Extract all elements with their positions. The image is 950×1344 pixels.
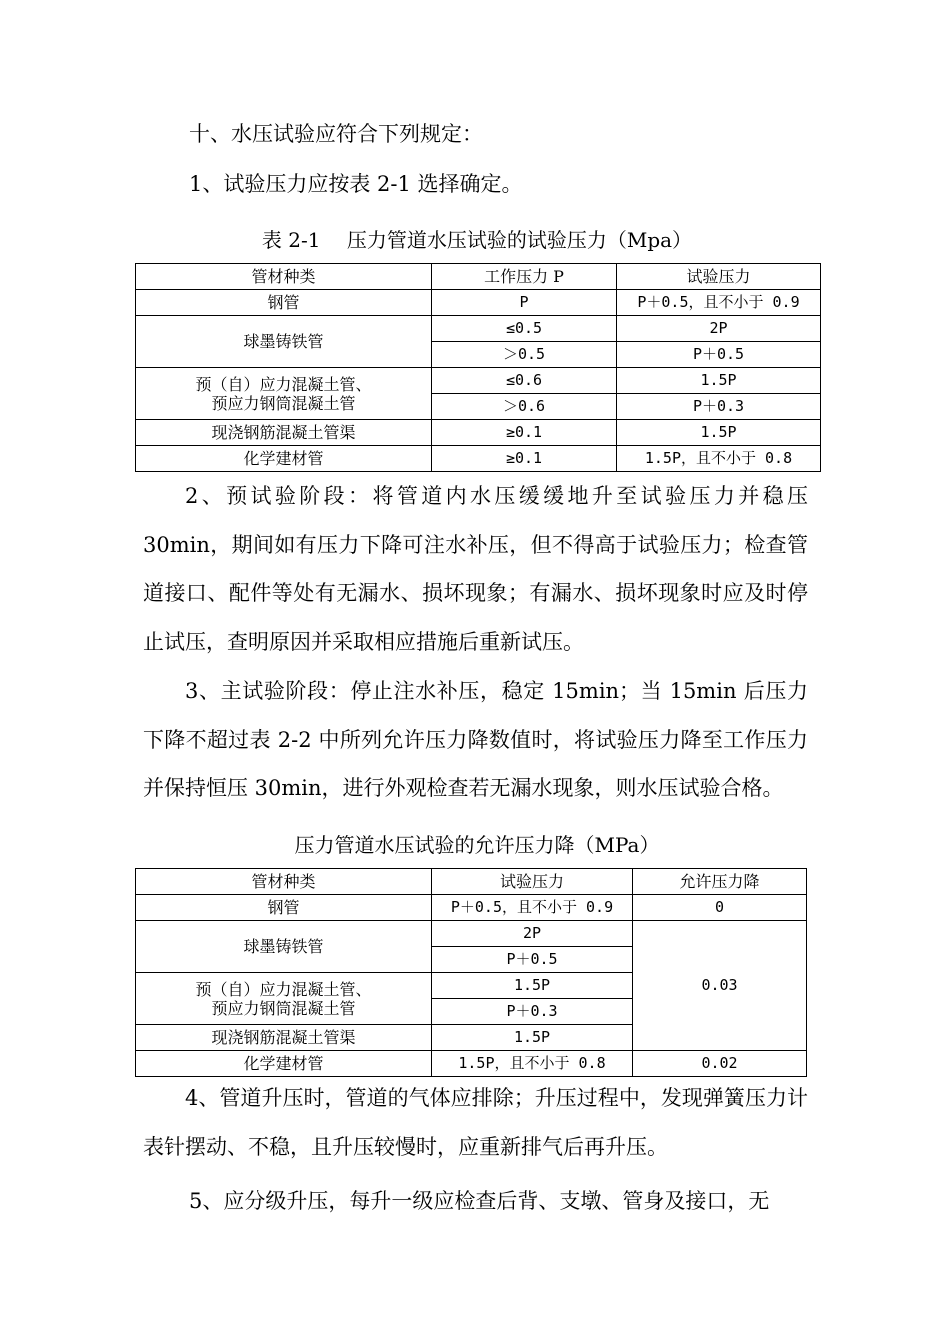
- table-row: [136, 446, 821, 472]
- material-cell: 现浇钢筋混凝土管渠: [136, 1025, 432, 1051]
- test-pressure-cell: P＋0.3: [617, 394, 821, 420]
- test-pressure-cell: 2P: [617, 316, 821, 342]
- material-cell: 现浇钢筋混凝土管渠: [136, 420, 432, 446]
- item-5: 5、应分级升压，每升一级应检查后背、支墩、管身及接口，无: [189, 1189, 770, 1213]
- header-cell: 试验压力: [432, 869, 633, 895]
- material-line: 预（自）应力混凝土管、: [195, 374, 372, 394]
- material-cell: 球墨铸铁管: [136, 921, 432, 973]
- test-pressure-cell: P＋0.5: [617, 342, 821, 368]
- material-cell: 化学建材管: [136, 1051, 432, 1077]
- test-pressure-cell: 1.5P: [617, 420, 821, 446]
- table-row: [136, 316, 821, 342]
- test-pressure-cell: 1.5P: [432, 1025, 633, 1051]
- item-3: 3、主试验阶段：停止注水补压，稳定 15min；当 15min 后压力下降不超过表 2-2 中所列允许压力降数值时，将试验压力降至工作压力并保持恒压 30min，进行外观检查若无漏水现象，则水压试验合格。: [143, 679, 808, 800]
- material-line: 预应力钢筒混凝土管: [211, 998, 356, 1018]
- material-cell: 球墨铸铁管: [136, 316, 432, 368]
- header-cell: 管材种类: [136, 264, 432, 290]
- test-pressure-cell: 2P: [432, 921, 633, 947]
- work-pressure-cell: ＞0.5: [432, 342, 617, 368]
- item-2: 2、预试验阶段：将管道内水压缓缓地升至试验压力并稳压30min，期间如有压力下降可注水补压，但不得高于试验压力；检查管道接口、配件等处有无漏水、损坏现象；有漏水、损坏现象时应及时停止试压，查明原因并采取相应措施后重新试压。: [143, 484, 808, 654]
- work-pressure-cell: ≤0.5: [432, 316, 617, 342]
- material-cell: [136, 368, 432, 420]
- allowable-drop-cell: 0.02: [633, 1051, 807, 1077]
- material-cell: 钢管: [136, 290, 432, 316]
- table-row: [136, 420, 821, 446]
- work-pressure-cell: ＞0.6: [432, 394, 617, 420]
- table-header-row: [136, 264, 821, 290]
- material-cell: 钢管: [136, 895, 432, 921]
- table-row: [136, 1051, 807, 1077]
- work-pressure-cell: ≥0.1: [432, 420, 617, 446]
- test-pressure-table: [135, 263, 821, 472]
- test-pressure-cell: P＋0.3: [432, 999, 633, 1025]
- test-pressure-cell: P＋0.5: [432, 947, 633, 973]
- work-pressure-cell: P: [432, 290, 617, 316]
- table-row: [136, 368, 821, 394]
- material-line: 预（自）应力混凝土管、: [195, 979, 372, 999]
- table-row: [136, 895, 807, 921]
- material-cell: [136, 973, 432, 1025]
- test-pressure-cell: P＋0.5，且不小于 0.9: [432, 895, 633, 921]
- work-pressure-cell: ≤0.6: [432, 368, 617, 394]
- section-heading: 十、水压试验应符合下列规定：: [189, 122, 483, 146]
- header-cell: 工作压力 P: [432, 264, 617, 290]
- table-row: [136, 290, 821, 316]
- test-pressure-cell: 1.5P，且不小于 0.8: [432, 1051, 633, 1077]
- table-header-row: [136, 869, 807, 895]
- material-line: 预应力钢筒混凝土管: [211, 393, 356, 413]
- material-cell: 化学建材管: [136, 446, 432, 472]
- test-pressure-cell: 1.5P，且不小于 0.8: [617, 446, 821, 472]
- test-pressure-cell: P＋0.5，且不小于 0.9: [617, 290, 821, 316]
- test-pressure-cell: 1.5P: [432, 973, 633, 999]
- header-cell: 允许压力降: [633, 869, 807, 895]
- allowable-drop-cell: 0: [633, 895, 807, 921]
- item-1: 1、试验压力应按表 2-1 选择确定。: [189, 172, 523, 196]
- header-cell: 试验压力: [617, 264, 821, 290]
- table-row: [136, 921, 807, 947]
- allowable-drop-cell: 0.03: [633, 921, 807, 1051]
- test-pressure-cell: 1.5P: [617, 368, 821, 394]
- allowable-drop-table: [135, 868, 807, 1077]
- header-cell: 管材种类: [136, 869, 432, 895]
- table1-caption: 表 2-1 压力管道水压试验的试验压力（Mpa）: [261, 228, 693, 252]
- item-4: 4、管道升压时，管道的气体应排除；升压过程中，发现弹簧压力计表针摆动、不稳，且升压较慢时，应重新排气后再升压。: [143, 1086, 808, 1159]
- work-pressure-cell: ≥0.1: [432, 446, 617, 472]
- table2-caption: 压力管道水压试验的允许压力降（MPa）: [294, 833, 660, 857]
